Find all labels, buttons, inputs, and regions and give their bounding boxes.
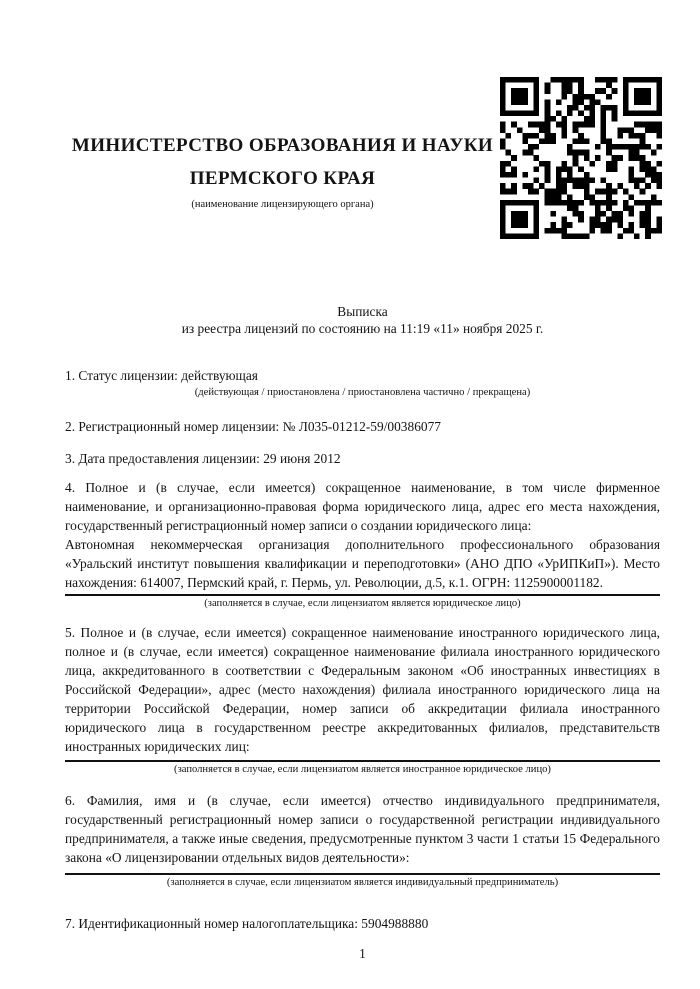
- licensing-authority-block: [65, 77, 500, 210]
- item-license-status: [65, 366, 660, 399]
- item-caption: (заполняется в случае, если лицензиатом является юридическое лицо): [204, 598, 521, 609]
- item-taxpayer-number: [65, 914, 660, 933]
- item-text: 5. Полное и (в случае, если имеется) сокращенное наименование иностранного юридического лица, полное и (в случае, если имеется) сокращенное наименование филиала иностранного юридического лица, аккредитованного в соответствии с Федеральным законом «Об иностранных инвестициях в Российской Федерации», адрес (место нахождения) филиала иностранного юридического лица на территории Российской Федерации, номер записи об аккредитации филиала иностранного юридического лица в государственном реестре аккредитованных филиалов, представительств иностранных юридических лиц:: [65, 625, 660, 754]
- item-individual-entrepreneur: [65, 791, 660, 889]
- qr-code-icon: [500, 77, 662, 239]
- item-grant-date: [65, 449, 660, 468]
- item-text: 4. Полное и (в случае, если имеется) сокращенное наименование, в том числе фирменное наименование, и организационно-правовая форма юридического лица, адрес его места нахождения, государственный регистрационный номер записи о создании юридического лица:: [65, 480, 660, 533]
- ministry-name-line2: ПЕРМСКОГО КРАЯ: [189, 168, 376, 189]
- item-text: 6. Фамилия, имя и (в случае, если имеется) отчество индивидуального предпринимателя, государственный регистрационный номер записи о государственной регистрации индивидуального предпринимателя, а также иные сведения, предусмотренные пунктом 3 части 1 статьи 15 Федерального закона «О лицензировании отдельных видов деятельности»:: [65, 793, 660, 865]
- license-items: [65, 366, 660, 933]
- fill-line: [65, 873, 660, 875]
- licensing-org-caption: (наименование лицензирующего органа): [191, 199, 374, 210]
- item-text: 1. Статус лицензии: действующая: [65, 368, 258, 383]
- item-caption: (заполняется в случае, если лицензиатом является индивидуальный предприниматель): [166, 877, 559, 888]
- item-value: Автономная некоммерческая организация дополнительного профессионального образования «Уральский институт повышения квалификации и переподготовки» (АНО ДПО «УрИПКиП»). Место нахождения: 614007, Пермский край, г. Пермь, ул. Революции, д.5, к.1. ОГРН: 1125900001182.: [65, 537, 660, 590]
- item-caption: (заполняется в случае, если лицензиатом является иностранное юридическое лицо): [174, 764, 551, 775]
- extract-subtitle: из реестра лицензий по состоянию на 11:19 «11» ноября 2025 г.: [181, 321, 544, 336]
- ministry-name-line1: МИНИСТЕРСТВО ОБРАЗОВАНИЯ И НАУКИ: [71, 135, 494, 156]
- item-caption: (действующая / приостановлена / приостановлена частично / прекращена): [194, 387, 531, 398]
- item-text: 3. Дата предоставления лицензии: 29 июня 2012: [65, 451, 341, 466]
- document-header: [0, 0, 700, 239]
- page-number: 1: [359, 946, 366, 961]
- extract-title-block: [65, 303, 660, 337]
- item-text: 2. Регистрационный номер лицензии: № Л035-01212-59/00386077: [65, 419, 441, 434]
- fill-line: [65, 594, 660, 596]
- extract-title: Выписка: [337, 304, 388, 319]
- item-legal-entity: [65, 478, 660, 610]
- item-text: 7. Идентификационный номер налогоплательщика: 5904988880: [65, 916, 429, 931]
- fill-line: [65, 760, 660, 762]
- item-foreign-entity: [65, 623, 660, 776]
- item-registration-number: [65, 417, 660, 436]
